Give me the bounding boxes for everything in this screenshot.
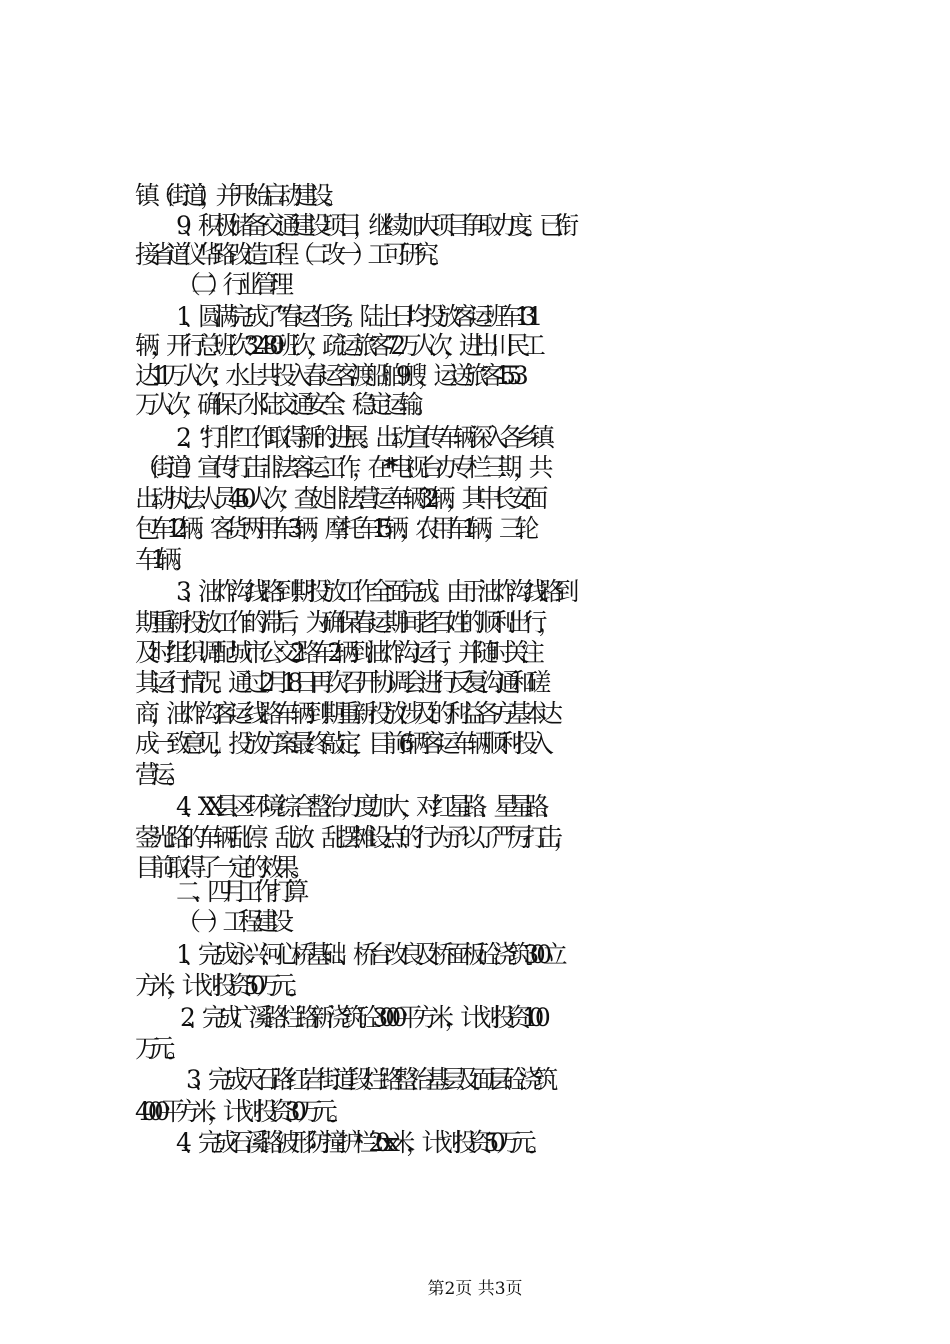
text-line-14: 3、油炸沟线路到期投放工作全面完成。由于油炸沟线路到 — [176, 577, 570, 606]
section-heading-industry-management: （二）行业管理 — [176, 270, 285, 299]
text-line-22: 蓥光路的车辆乱停、乱放、乱摆摊设点的行为予以了严厉打击， — [135, 823, 570, 852]
text-line-10: （街道）宣传打击非法客运工作，在**电视台办专栏三期，共 — [135, 453, 545, 482]
text-line-7: 达11万人次；水上共投入春运客渡船舶9艘，运送旅客1.553 — [135, 361, 520, 390]
text-line-2: 9、积极储备交通建设项目，继续加大项目争取力度。已衔 — [176, 211, 570, 240]
text-line-19: 成一致意见，投放方案最终敲定，目前6辆客运车辆顺利投入 — [135, 729, 545, 758]
text-line-32: 4、完成石溪路波形防撞护栏20xx米，计划投资50万元。 — [176, 1128, 543, 1157]
text-line-15: 期重新投放工作的滞后，为确保春运期间老百姓的顺利出行， — [135, 608, 554, 637]
text-line-18: 商，油炸沟客运线路车辆到期重新投放涉及的利益各方基本达 — [135, 699, 554, 728]
section-heading-april-plan: 二、四月工作打算 — [176, 877, 301, 906]
text-line-16: 及时组织调配城市公交2路车2辆到油炸沟运行，并随时关注 — [135, 638, 536, 667]
text-line-29: 万元。 — [135, 1034, 182, 1063]
text-line-20: 营运。 — [135, 760, 182, 789]
page-footer: 第2页 共3页 — [427, 1279, 523, 1299]
text-line-21: 4、XX县区环境综合整治力度加大，对红星路、星星路、 — [176, 792, 556, 821]
text-line-8: 万人次，确保了水陆交通安全、稳定运输。 — [135, 390, 430, 419]
text-line-31: 4000平方米，计划投资30万元。 — [135, 1097, 344, 1126]
text-line-17: 其运行情况。通过2月18日再次召开协调会进行反复沟通和磋 — [135, 668, 542, 697]
text-line-30: 3、完成天石路红岩街道段烂路整治基层及面层砼浇筑 — [186, 1065, 549, 1094]
text-line-9: 2、“打非”工作取得新的进展。出动宣传车辆深入各乡镇 — [176, 423, 546, 452]
text-line-23: 目前取得了一定的效果。 — [135, 853, 306, 882]
text-line-11: 出动执法人员450人次，查处非法营运车辆32辆，其中长安面 — [135, 484, 540, 513]
text-line-6: 辆，开行总班次32480班次，疏运旅客72万人次，进出川民工 — [135, 331, 537, 360]
text-line-13: 车1辆。 — [135, 545, 188, 574]
text-line-1: 镇（街道），并开始启动建设。 — [135, 181, 340, 210]
text-line-3: 接省道仪华路改造工程（二改一）工可研究。 — [135, 240, 446, 269]
text-line-12: 包车12辆。客货两用车3辆，摩托车15辆，农用车1辆，三轮 — [135, 514, 530, 543]
text-line-28: 2、完成广溪路烂路新浇筑砼3000平方米，计划投资100 — [180, 1003, 542, 1032]
section-heading-engineering: （一）工程建设 — [176, 907, 285, 936]
text-line-26: 1、完成永兴河心桥基础、桥台改良及桥面板砼浇筑300立 — [176, 940, 559, 969]
text-line-27: 方米，计划投资50万元。 — [135, 971, 303, 1000]
text-line-5: 1、圆满完成了“春运”任务。陆上日均投放客运班车131 — [176, 302, 534, 331]
